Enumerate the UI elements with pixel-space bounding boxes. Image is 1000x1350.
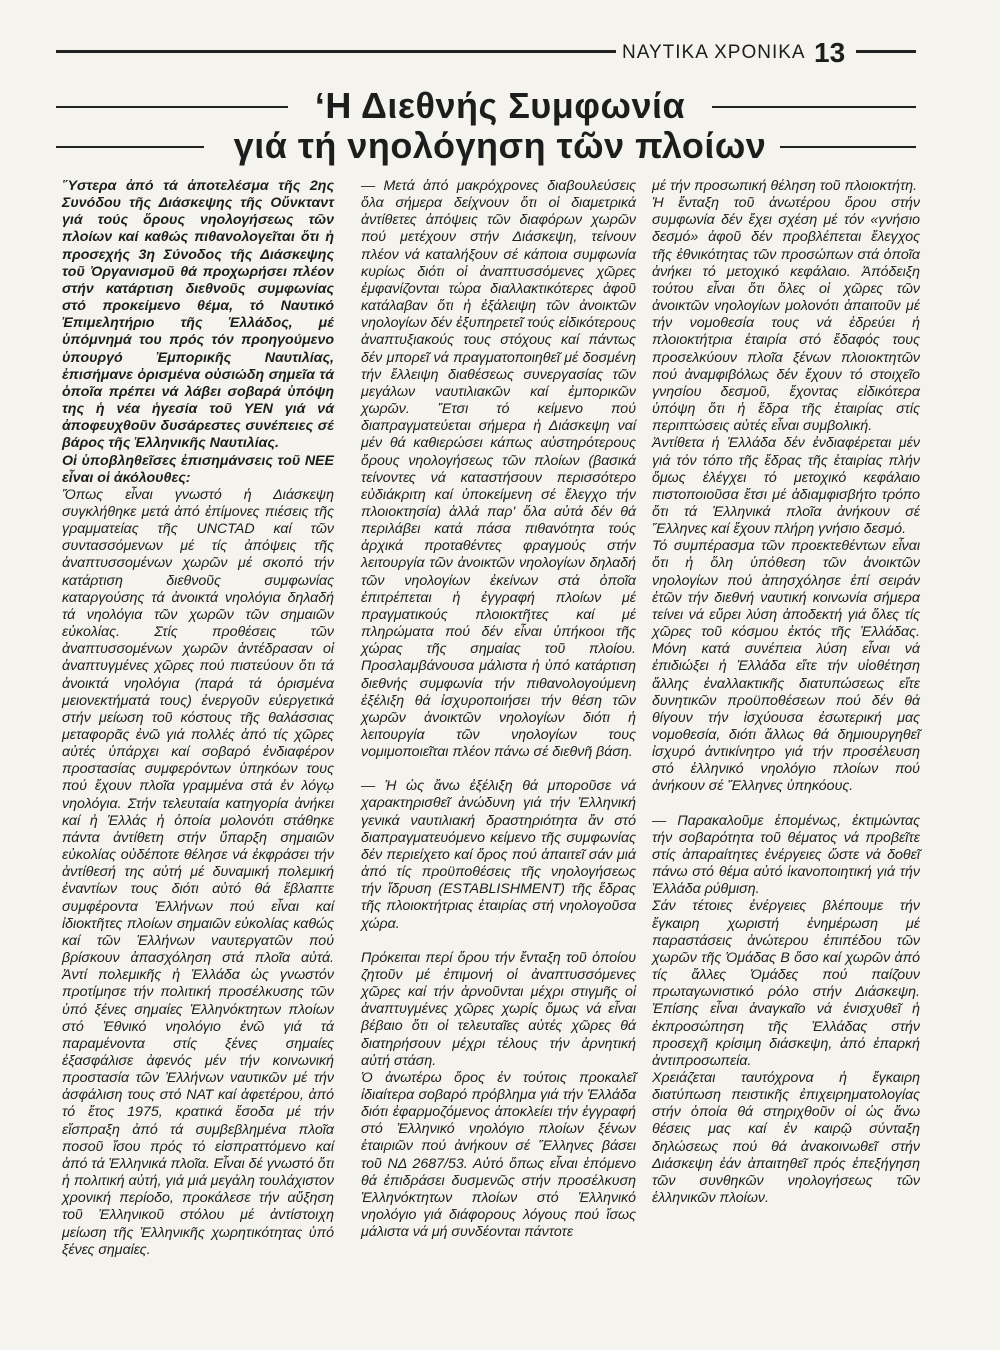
article-paragraph: Ἀντίθετα ἡ Ἑλλάδα δέν ἐνδιαφέρεται μέν γιά τόν τόπο τῆς ἕδρας τῆς ἑταιρίας πλήν ὅμως ἐλέγχει τό μετοχικό κεφάλαιο πιστοποιοῦσα ἔτσι μέ ἀδιαμφισβήτο τρόπο ὅτι τά Ἑλληνικά πλοῖα ἀνήκουν σέ Ἕλληνες καί ἔχουν πλήρη γνήσιο δεσμό.	[652, 435, 920, 538]
article-paragraph: — Μετά ἀπό μακρόχρονες διαβουλεύσεις ὅλα σήμερα δείχνουν ὅτι οἱ διαμετρικά ἀντίθετες ἀπόψεις τῶν διαφόρων χωρῶν πού μετέχουν στήν Διάσκεψη, τείνουν πλέον νά καταλήξουν σέ κάποια συμφωνία κυρίως διότι οἱ ἀναπτυσσόμενες χῶρες ἐμφανίζονται τώρα διαλλακτικότερες ἀφοῦ κατάλαβαν ὅτι ἡ ἐξάλειψη τῶν ἀνοικτῶν νηολογίων δέν ἐξυπηρετεῖ τούς εἰδικότερους ἀναπτυξιακούς τους στόχους καί πάντως δέν μπορεῖ νά πραγματοποιηθεῖ μέ δοσμένη τήν ἔλλειψη διαθέσεως συνεργασίας τῶν μεγάλων ναυτιλιακῶν καί ἐμπορικῶν χωρῶν. Ἔτσι τό κείμενο πού διαπραγματεύεται σήμερα ἡ Διάσκεψη ναί μέν θά καθιερώσει κάπως αὐστηρότερους ὅρους νηολογήσεως τῶν πλοίων (βασικά τείνοντες νά καταστήσουν περισσότερο εὐδιάκριτη καί ὑποκείμενη σέ ἔλεγχο τήν πλοιοκτησία) ἀλλά παρ' ὅλα αὐτά δέν θά περιλάβει κατά πάσα πιθανότητα τούς ἀρχικά προταθέντες φραγμούς στήν λειτουργία τῶν ἀνοικτῶν νηολογίων δηλαδή τῶν νηολογίων ἐκείνων στά ὁποῖα ἐπιτρέπεται ἡ ἐγγραφή πλοίων μέ πραγματικούς πλοιοκτῆτες καί μέ πληρώματα πού δέν εἶναι ὑπήκοοι τῆς χώρας τῆς σημαίας τοῦ πλοίου. Προσλαμβάνουσα μάλιστα ἡ ὑπό κατάρτιση διεθνής συμφωνία τήν πιθανολογούμενη ἐξέλιξη θά ἰσχυροποιήσει τήν θέση τῶν χωρῶν ἀνοικτῶν νηολογίων διότι ἡ λειτουργία τῶν νηολογίων τους νομιμοποιεῖται πλέον πάνω σέ διεθνῆ βάση.	[361, 178, 636, 761]
article-paragraph: Χρειάζεται ταυτόχρονα ἡ ἔγκαιρη διατύπωση πειστικῆς ἐπιχειρηματολογίας στήν ὁποία θά στηριχθοῦν οἱ ὡς ἄνω θέσεις μας καί ἐν καιρῷ σύνταξη δηλώσεως πού θά ἀνακοινωθεῖ στήν Διάσκεψη ἐάν ἀπαιτηθεῖ πρός ἐπεξήγηση τῶν συνθηκῶν νηολογήσεως τῶν ἑλληνικῶν πλοίων.	[652, 1069, 920, 1207]
article-title-line1: ‘Η Διεθνής Συμφωνία	[314, 85, 686, 126]
article-paragraph: Ὅπως εἶναι γνωστό ἡ Διάσκεψη συγκλήθηκε μετά ἀπό ἐπίμονες πιέσεις τῆς γραμματείας τῆς UNCTAD καί τῶν συντασσόμενων μέ τίς ἀπόψεις τῆς ἀναπτυσσομένων χωρῶν μέ σκοπό τήν κατάρτιση διεθνοῦς συμφωνίας καταργούσης τά ἀνοικτά νηολόγια δηλαδή τά νηολόγια τῶν χωρῶν τῶν σημαιῶν εὐκολίας. Στίς προθέσεις τῶν ἀναπτυσσομένων χωρῶν ἀντέδρασαν οἱ ἀναπτυγμένες χῶρες πού πιστεύουν ὅτι τά ἀνοικτά νηολόγια (παρά τά ὁρισμένα μειονεκτήματά τους) ἐνεργοῦν εὐεργετικά στήν μείωση τοῦ κόστους τῆς θαλάσσιας μεταφορᾶς ἐνῶ γιά πολλές ἀπό τίς χῶρες αὐτές ὑπάρχει καί σοβαρό ἐνδιαφέρον προστασίας συμφερόντων ὑπηκόων τους πού ἔχουν πλοῖα γραμμένα στά ἐν λόγῳ νηολόγια. Στήν τελευταία κατηγορία ἀνήκει καί ἡ Ἑλλάς ἡ ὁποία μολονότι στάθηκε πάντα ἀντίθετη στήν ὕπαρξη σημαιῶν εὐκολίας οὐδέποτε θέλησε νά ἐκφράσει τήν ἀντίθεσή της αὐτή μέ δυναμική πολεμική ἐναντίων τους διότι αὐτό θά ἔβλαπτε συμφέροντα Ἑλλήνων πού εἶναι καί ἰδιοκτῆτες πλοίων σημαιῶν εὐκολίας καθώς καί τῶν Ἑλλήνων ναυτεργατῶν πού βρίσκουν ἀπασχόληση στά πλοῖα αὐτά. Ἀντί πολεμικῆς ἡ Ἑλλάδα ὡς γνωστόν προτίμησε τήν πολιτική προσέλκυσης τῶν ὑπό ξένες σημαίες Ἑλληνόκτητων πλοίων στό Ἐθνικό νηολόγιο ἐνῶ γιά τά παραμένοντα στίς ξένες σημαίες ἐξασφάλισε ἀφενός μέν τήν κοινωνική προστασία τῶν Ἑλλήνων ναυτικῶν μέ τήν ἀσφάλιση τους στό ΝΑΤ καί ἀφετέρου, ἀπό τό ἔτος 1975, κρατικά ἔσοδα μέ τήν εἴσπραξη ἀπό τά συμβεβλημένα πλοῖα ποσοῦ ἴσου πρός τό εἰσπραττόμενο καί ἀπό τά Ἑλληνικά πλοῖα. Εἶναι δέ γνωστό ὅτι ἡ πολιτική αὐτή, γιά μιά μεγάλη τουλάχιστον χρονική περίοδο, προκάλεσε τήν αὔξηση τοῦ Ἑλληνικοῦ στόλου μέ ἀντίστοιχη μείωση τῆς Ἑλληνικῆς χωρητικότητας ὑπό ξένες σημαίες.	[62, 486, 334, 1258]
section-name: ΝΑΥΤΙΚΑ ΧΡΟΝΙΚΑ	[622, 42, 806, 63]
article-paragraph: Πρόκειται περί ὅρου τήν ἔνταξη τοῦ ὁποίου ζητοῦν μέ ἐπιμονή οἱ ἀναπτυσσόμενες χῶρες καί τήν ἀρνοῦνται μέχρι στιγμῆς οἱ ἀναπτυγμένες χῶρες χωρίς ὅμως νά εἶναι βέβαιο ὅτι οἱ τελευταῖες αὐτές χῶρες θά διατηρήσουν μέχρι τέλους τήν ἀρνητική αὐτή στάση.	[361, 949, 636, 1069]
article-column-2	[361, 178, 636, 1241]
article-paragraph: Σάν τέτοιες ἐνέργειες βλέπουμε τήν ἔγκαιρη χωριστή ἐνημέρωση μέ παραστάσεις ἀνώτερου ἐπιπέδου τῶν χωρῶν τῆς Ὁμάδας Β ὅσο καί χωρῶν ἀπό τίς ἄλλες Ὁμάδες πού παίζουν πρωταγωνιστικό ρόλο στήν Διάσκεψη. Ἐπίσης εἶναι ἀναγκαῖο νά ἐνισχυθεῖ ἡ ἐκπροσώπηση τῆς Ἑλλάδας στήν προσεχῆ κρίσιμη διάσκεψη, ἀπό ἐπαρκή ἀντιπροσωπεία.	[652, 898, 920, 1069]
article-paragraph: — Παρακαλοῦμε ἑπομένως, ἐκτιμώντας τήν σοβαρότητα τοῦ θέματος νά προβεῖτε στίς ἀπαραίτητες ἐνέργειες ὥστε νά δοθεῖ πάνω στό θέμα αὐτό ἱκανοποιητική γιά τήν Ἑλλάδα ρύθμιση.	[652, 812, 920, 898]
article-paragraph: μέ τήν προσωπική θέληση τοῦ πλοιοκτήτη.	[652, 178, 918, 194]
header-rule-right	[856, 50, 916, 53]
article-column-3	[652, 178, 920, 1207]
article-column-1	[62, 178, 334, 1259]
page-header	[56, 37, 916, 82]
article-paragraph: Οἱ ὑποβληθεῖσες ἐπισημάνσεις τοῦ ΝΕΕ εἶναι οἱ ἀκόλουθες:	[62, 452, 334, 486]
article-paragraph: Ἡ ἔνταξη τοῦ ἀνωτέρου ὅρου στήν συμφωνία δέν ἔχει σχέση μέ τόν «γνήσιο δεσμό» ἀφοῦ δέν προβλέπεται ἔλεγχος τῆς ἐθνικότητας τῶν προσώπων στά ὁποῖα ἀνήκει τό μετοχικό κεφάλαιο. Ἀπόδειξη τούτου εἶναι ὅτι ὅλες οἱ χῶρες τῶν ἀνοικτῶν νηολογίων μολονότι ἀπαιτοῦν μέ τήν νομοθεσία τους νά ἑδρεύει ἡ πλοιοκτήτρια ἑταιρία στό ἔδαφός τους προσελκύουν πλοῖα ξένων πλοιοκτητῶν πού ἀναμφιβόλως δέν ἔχουν τό στοιχεῖο γνησίου δεσμοῦ, ἔχοντας εἰδικότερα ὑπόψη ὅτι ἡ ἕδρα τῆς ἑταιρίας στίς περιπτώσεις αὐτές εἶναι συμβολική.	[652, 195, 920, 435]
article-title-line2: γιά τή νηολόγηση τῶν πλοίων	[233, 125, 767, 166]
article-paragraph: Ὁ ἀνωτέρω ὅρος ἐν τούτοις προκαλεῖ ἰδιαίτερα σοβαρό πρόβλημα γιά τήν Ἑλλάδα διότι ἐφαρμοζόμενος ἀποκλείει τήν ἐγγραφή στό Ἑλληνικό νηολόγιο πλοίων ξένων ἑταιριῶν πού ἀνήκουν σέ Ἕλληνες βάσει τοῦ ΝΔ 2687/53. Αὐτό ὅπως εἶναι ἑπόμενο θά ἐπιδράσει δυσμενῶς στήν προσέλκυση Ἑλληνόκτητων πλοίων στό Ἑλληνικό νηολόγιο γιά διάφορους λόγους πού ἴσως μάλιστα νά μή συνδέονται πάντοτε	[361, 1069, 636, 1241]
article-paragraph: — Ἡ ὡς ἄνω ἐξέλιξη θά μποροῦσε νά χαρακτηρισθεῖ ἀνώδυνη γιά τήν Ἑλληνική γενικά ναυτιλιακή δραστηριότητα ἄν στό διαπραγματευόμενο κείμενο τῆς συμφωνίας δέν περιείχετο καί ὅρος πού ἀπαιτεῖ σάν μιά ἀπό τίς προϋποθέσεις τῆς νηολογήσεως τήν ἵδρυση (ESTABLISHMENT) τῆς ἕδρας τῆς πλοιοκτήτριας ἑταιρίας στή νηολογοῦσα χώρα.	[361, 778, 636, 932]
article-paragraph: Τό συμπέρασμα τῶν προεκτεθέντων εἶναι ὅτι ἡ ὅλη ὑπόθεση τῶν ἀνοικτῶν νηολογίων πού ἀπησχόλησε ἐπί σειράν ἐτῶν τήν διεθνή ναυτική κοινωνία σήμερα τείνει νά εὕρει λύση ἀποδεκτή γιά ὅλες τίς χῶρες τοῦ κόσμου ἐκτός τῆς Ἑλλάδας. Μόνη κατά συνέπεια λύση εἶναι νά ἐπιδιώξει ἡ Ἑλλάδα εἴτε τήν υἱοθέτηση ἄλλης ἐναλλακτικῆς διατυπώσεως εἴτε δυνητικῶν προϋποθέσεων πού δέν θά θίγουν τήν ἰσχύουσα ἐσωτερική μας νομοθεσία, διότι ἄλλως θά δημιουργηθεῖ ἰσχυρό ἀντικίνητρο γιά τήν προσέλευση στό ἑλληνικό νηολόγιο πλοίων πού ἀνήκουν σέ Ἕλληνες ὑπηκόους.	[652, 538, 920, 795]
article-lead: Ὕστερα ἀπό τά ἀποτελέσμα τῆς 2ης Συνόδου τῆς Διάσκεψης τῆς Οὔνκταντ γιά τούς ὅρους νηολογήσεως τῶν πλοίων καί καθώς πιθανολογεῖται ὅτι ἡ προσεχής 3η Σύνοδος τῆς Διάσκεψης τοῦ Ὀργανισμοῦ θά προχωρήσει πλέον στήν κατάρτιση διεθνοῦς συμφωνίας στό προκείμενο θέμα, τό Ναυτικό Ἐπιμελητήριο τῆς Ἑλλάδος, μέ ὑπόμνημά του πρός τόν προηγούμενο ὑπουργό Ἐμπορικῆς Ναυτιλίας, ἐπισήμανε ὁρισμένα οὐσιώδη σημεῖα τά ὁποῖα πρέπει νά λάβει σοβαρά ὑπόψη της ἡ νέα ἡγεσία τοῦ ΥΕΝ γιά νά ἀποφευχθοῦν δυσάρεστες συνέπειες σέ βάρος τῆς Ἑλληνικῆς Ναυτιλίας.	[62, 178, 334, 452]
page-number: 13	[814, 37, 846, 68]
header-rule-left	[56, 50, 616, 53]
